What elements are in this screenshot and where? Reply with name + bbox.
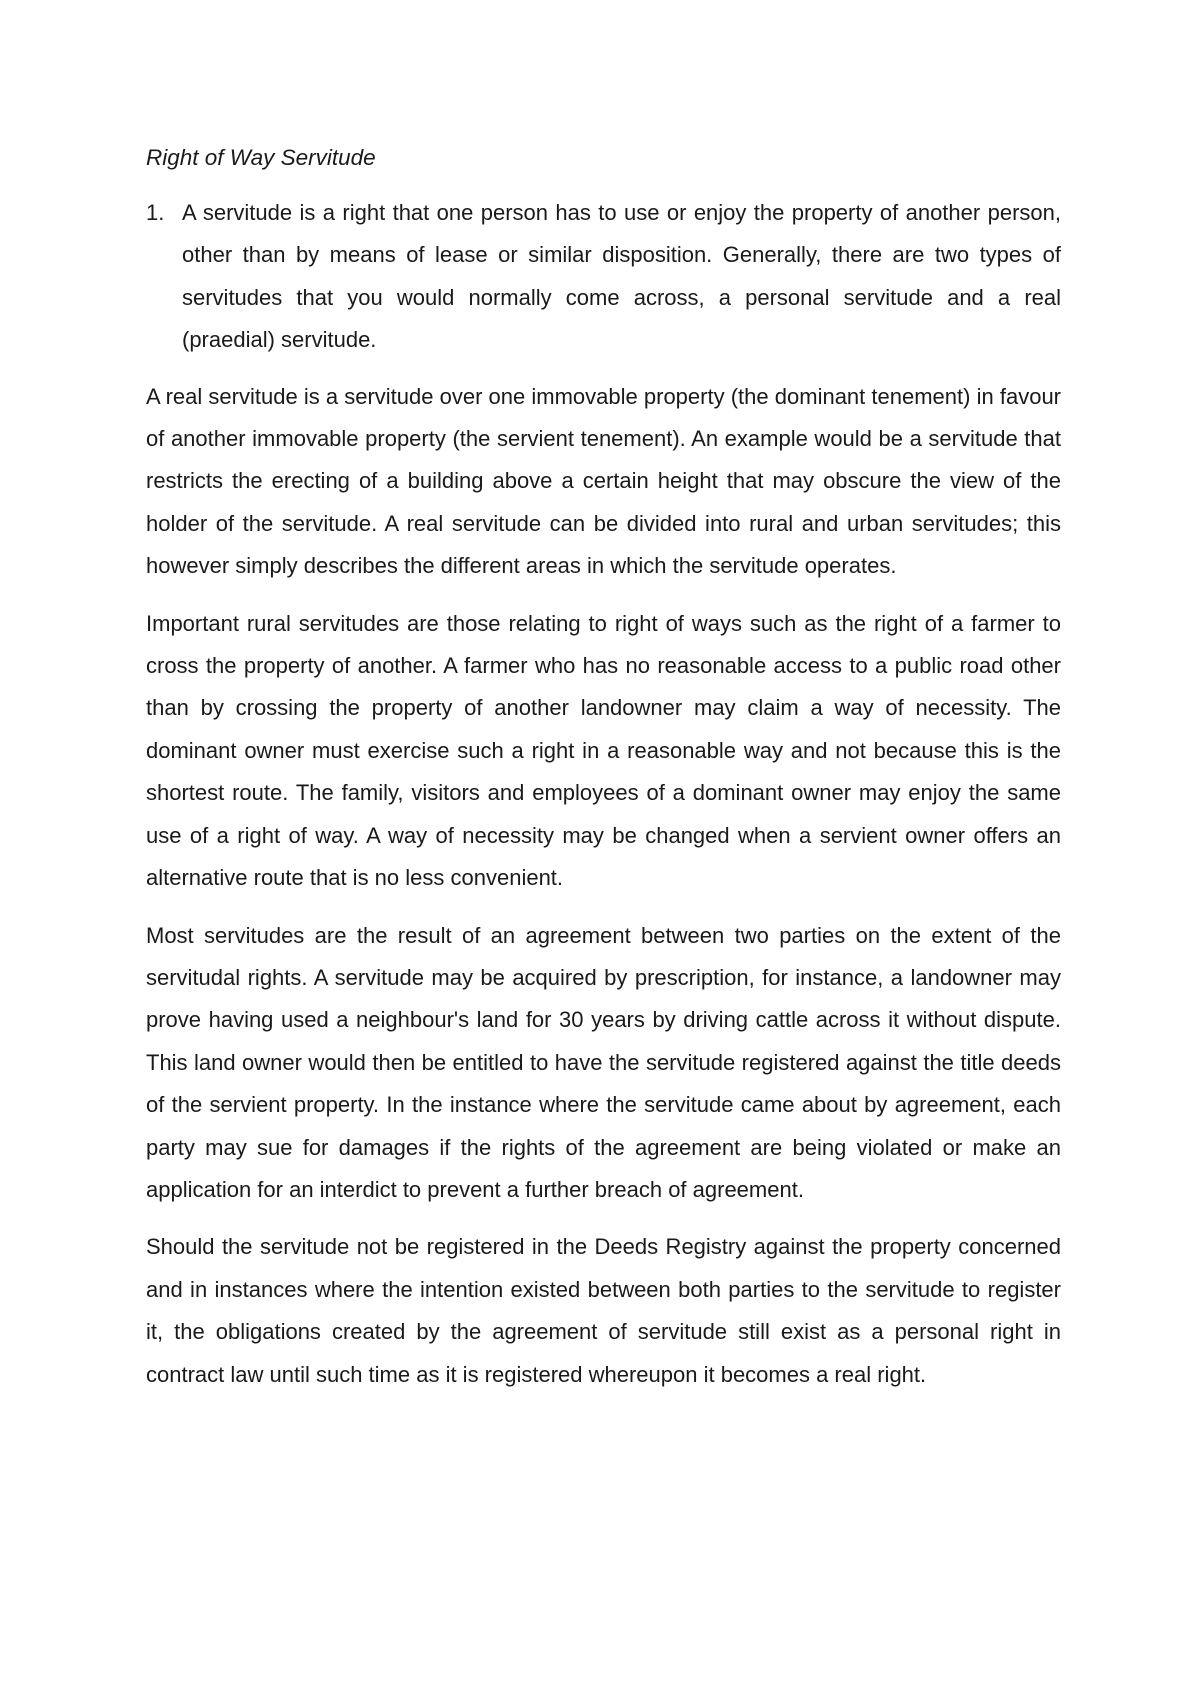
- list-item-number: 1.: [146, 200, 165, 225]
- paragraph-agreement: Most servitudes are the result of an agreement between two parties on the extent of the servitudal rights. A servitude may be acquired by prescription, for instance, a landowner may prove having used a neighbour's land for 30 years by driving cattle across it without dispute. This land owner would then be entitled to have the servitude registered against the title deeds of the servient property. In the instance where the servitude came about by agreement, each party may sue for damages if the rights of the agreement are being violated or make an application for an interdict to prevent a further breach of agreement.: [146, 922, 1061, 1202]
- document-page: [146, 143, 1061, 1411]
- paragraph-real-servitude: A real servitude is a servitude over one immovable property (the dominant tenement) in favour of another immovable property (the servient tenement). An example would be a servitude that restricts the erecting of a building above a certain height that may obscure the view of the holder of the servitude. A real servitude can be divided into rural and urban servitudes; this however simply describes the different areas in which the servitude operates.: [146, 383, 1061, 579]
- list-item-text: A servitude is a right that one person has to use or enjoy the property of another person, other than by means of lease or similar disposition. Generally, there are two types of servitudes that you would normally come across, a personal servitude and a real (praedial) servitude.: [182, 200, 1061, 353]
- list-item: [146, 192, 1061, 362]
- numbered-list: [146, 192, 1061, 362]
- document-title: Right of Way Servitude: [146, 145, 376, 170]
- paragraph-rural-servitudes: Important rural servitudes are those relating to right of ways such as the right of a farmer to cross the property of another. A farmer who has no reasonable access to a public road other than by crossing the property of another landowner may claim a way of necessity. The dominant owner must exercise such a right in a reasonable way and not because this is the shortest route. The family, visitors and employees of a dominant owner may enjoy the same use of a right of way. A way of necessity may be changed when a servient owner offers an alternative route that is no less convenient.: [146, 610, 1061, 891]
- paragraph-registration: Should the servitude not be registered in the Deeds Registry against the property concerned and in instances where the intention existed between both parties to the servitude to register it, the obligations created by the agreement of servitude still exist as a personal right in contract law until such time as it is registered whereupon it becomes a real right.: [146, 1234, 1061, 1387]
